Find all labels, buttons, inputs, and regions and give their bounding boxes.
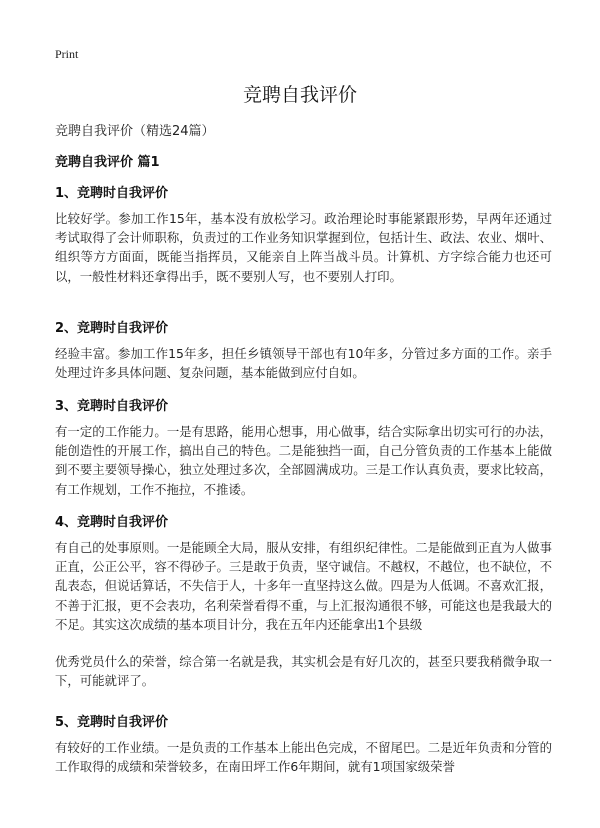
section-heading-5: 5、竞聘时自我评价 [55, 715, 169, 730]
section-heading-3: 3、竞聘时自我评价 [55, 399, 169, 414]
section-heading-2: 2、竞聘时自我评价 [55, 321, 169, 336]
document-subtitle: 竞聘自我评价（精选24篇） [55, 124, 215, 139]
section-1-paragraph-1: 比较好学。参加工作15年，基本没有放松学习。政治理论时事能紧跟形势，早两年还通过考试取得了会计师职称，负责过的工作业务知识掌握到位，包括计生、政法、农业、烟叶、组织等方方面面，既能当指挥员，又能亲自上阵当战斗员。计算机、方字综合能力也还可以，一般性材料还拿得出手，既不要别人写，也不要别人打印。 [55, 211, 552, 284]
section-3-paragraph-1: 有一定的工作能力。一是有思路，能用心想事，用心做事，结合实际拿出切实可行的办法，能创造性的开展工作，搞出自己的特色。二是能独挡一面，自己分管负责的工作基本上能做到不要主要领导操心，独立处理过多次，全部圆满成功。三是工作认真负责，要求比较高，有工作规划，工作不拖拉，不推诿。 [55, 424, 552, 497]
section-5-paragraph-1: 有较好的工作业绩。一是负责的工作基本上能出色完成，不留尾巴。二是近年负责和分管的工作取得的成绩和荣誉较多，在南田坪工作6年期间，就有1项国家级荣誉 [55, 740, 552, 775]
part-heading: 竞聘自我评价 篇1 [55, 155, 160, 170]
section-heading-4: 4、竞聘时自我评价 [55, 515, 169, 530]
section-heading-1: 1、竞聘时自我评价 [55, 186, 169, 201]
section-4-paragraph-2: 优秀党员什么的荣誉，综合第一名就是我，其实机会是有好几次的，甚至只要我稍微争取一下，可能就评了。 [55, 654, 552, 689]
section-2-paragraph-1: 经验丰富。参加工作15年多，担任乡镇领导干部也有10年多，分管过多方面的工作。亲手处理过许多具体问题、复杂问题，基本能做到应付自如。 [55, 346, 552, 381]
section-4-paragraph-1: 有自己的处事原则。一是能顾全大局，服从安排，有组织纪律性。二是能做到正直为人做事正直，公正公平，容不得砂子。三是敢于负责，坚守诚信。不越权，不越位，也不缺位，不乱表态，但说话算话，不失信于人，十多年一直坚持这么做。四是为人低调。不喜欢汇报，不善于汇报，更不会表功，名利荣誉看得不重，与上汇报沟通很不够，可能这也是我最大的不足。其实这次成绩的基本项目计分，我在五年内还能拿出1个县级 [55, 540, 552, 632]
print-label: Print [55, 47, 79, 61]
page-title: 竞聘自我评价 [242, 84, 357, 106]
